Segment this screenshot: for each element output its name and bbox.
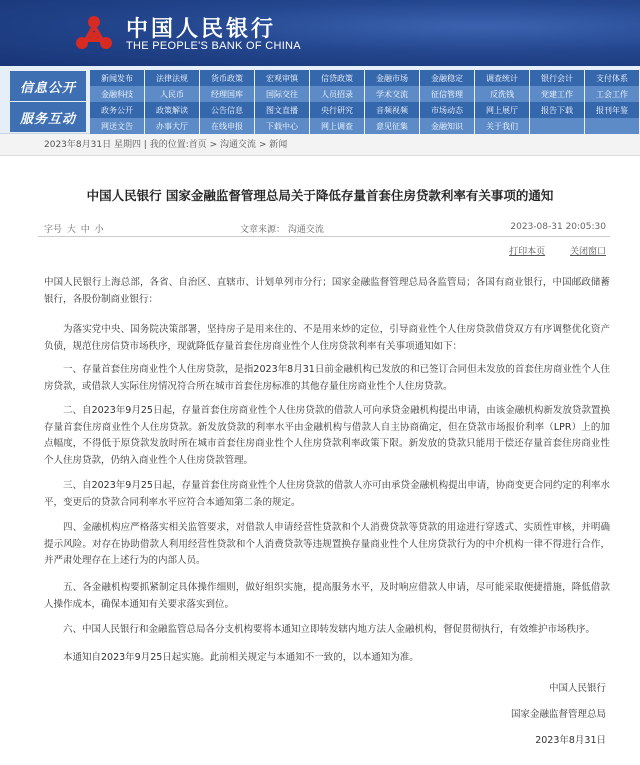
signer-pboc: 中国人民银行 [548, 683, 606, 694]
article-date: 2023-08-31 20:05:30 [510, 222, 606, 232]
nav-item[interactable]: 信贷政策 [310, 70, 365, 86]
nav-section-info-disclosure[interactable]: 信息公开 [10, 71, 86, 101]
article-title: 中国人民银行 国家金融监督管理总局关于降低存量首套住房贷款利率有关事项的通知 [86, 188, 554, 203]
nav-item-empty [585, 118, 640, 134]
nav-item[interactable]: 人员招录 [310, 86, 365, 102]
article-source: 文章来源： 沟通交流 [240, 225, 324, 235]
nav-item[interactable]: 关于我们 [475, 118, 530, 134]
signer-nfra: 国家金融监督管理总局 [510, 709, 606, 720]
nav-item[interactable]: 政策解读 [145, 102, 200, 118]
article-paragraph: 四、金融机构应严格落实相关监管要求，对借款人申请经营性贷款和个人消费贷款等贷款的用途进行穿透式、实质性审核，并明确提示风险。对存在协助借款人利用经营性贷款和个人消费贷款等违规置换存量商业性个人住房贷款行为的中介机构一律不得进行合作，并严肃处理存在上述行为的内部人员。 [44, 522, 610, 566]
nav-item[interactable]: 下载中心 [255, 118, 310, 134]
meta-divider [38, 236, 610, 237]
article-paragraph: 本通知自2023年9月25日起实施。此前相关规定与本通知不一致的，以本通知为准。 [63, 652, 419, 663]
nav-item[interactable]: 网上调查 [310, 118, 365, 134]
nav-item[interactable]: 党建工作 [530, 86, 585, 102]
article-actions [487, 244, 606, 257]
print-page-link[interactable]: 打印本页 [509, 247, 546, 257]
nav-item[interactable]: 网上展厅 [475, 102, 530, 118]
logo-english-name[interactable]: THE PEOPLE'S BANK OF CHINA [126, 40, 301, 52]
nav-item[interactable]: 征信管理 [420, 86, 475, 102]
font-size-small-button[interactable]: 小 [94, 225, 104, 235]
nav-item[interactable]: 金融稳定 [420, 70, 475, 86]
nav-item[interactable]: 反洗钱 [475, 86, 530, 102]
article-paragraph: 二、自2023年9月25日起，存量首套住房商业性个人住房贷款的借款人可向承贷金融机构提出申请，由该金融机构新发放贷款置换存量首套住房商业性个人住房贷款。新发放贷款的利率水平由金融机构与借款人自主协商确定，但在贷款市场报价利率（LPR）上的加点幅度，不得低于原贷款发放时所在城市首套住房商业性个人住房贷款利率政策下限。新发放的贷款只能用于偿还存量首套住房商业性个人住房贷款，仍纳入商业性个人住房贷款管理。 [44, 405, 610, 466]
nav-item[interactable]: 办事大厅 [145, 118, 200, 134]
article-paragraph: 五、各金融机构要抓紧制定具体操作细则，做好组织实施，提高服务水平，及时响应借款人申请，尽可能采取便捷措施，降低借款人操作成本，确保本通知有关要求落实到位。 [44, 582, 610, 610]
nav-item[interactable]: 银行会计 [530, 70, 585, 86]
nav-item-empty [530, 118, 585, 134]
article-addressee: 中国人民银行上海总部，各省、自治区、直辖市、计划单列市分行；国家金融监督管理总局各监管局；各国有商业银行，中国邮政储蓄银行，各股份制商业银行： [44, 277, 610, 305]
nav-item[interactable]: 央行研究 [310, 102, 365, 118]
article-paragraph: 为落实党中央、国务院决策部署，坚持房子是用来住的、不是用来炒的定位，引导商业性个人住房贷款借贷双方有序调整优化资产负债，规范住房信贷市场秩序，现就降低存量首套住房商业性个人住房贷款利率有关事项通知如下： [44, 324, 610, 352]
nav-item[interactable]: 国际交往 [255, 86, 310, 102]
font-size-medium-button[interactable]: 中 [80, 225, 90, 235]
nav-item[interactable]: 货币政策 [200, 70, 255, 86]
nav-item[interactable]: 调查统计 [475, 70, 530, 86]
nav-item[interactable]: 工会工作 [585, 86, 640, 102]
nav-item[interactable]: 新闻发布 [90, 70, 145, 86]
nav-item[interactable]: 在线申报 [200, 118, 255, 134]
nav-item[interactable]: 报告下载 [530, 102, 585, 118]
nav-item[interactable]: 宏观审慎 [255, 70, 310, 86]
font-size-large-button[interactable]: 大 [66, 225, 76, 235]
nav-item[interactable]: 经理国库 [200, 86, 255, 102]
nav-item[interactable]: 政务公开 [90, 102, 145, 118]
article-paragraph: 一、存量首套住房商业性个人住房贷款，是指2023年8月31日前金融机构已发放的和已签订合同但未发放的首套住房商业性个人住房贷款，或借款人实际住房情况符合所在城市首套住房标准的其他存量住房商业性个人住房贷款。 [44, 364, 610, 392]
nav-row-1 [90, 70, 640, 86]
font-size-label: 字号 [44, 225, 63, 235]
font-size-controls [44, 222, 104, 235]
pboc-emblem-icon [72, 14, 116, 52]
nav-item[interactable]: 公告信息 [200, 102, 255, 118]
breadcrumb[interactable]: 2023年8月31日 星期四 | 我的位置:首页 > 沟通交流 > 新闻 [0, 134, 640, 156]
nav-item[interactable]: 金融科技 [90, 86, 145, 102]
article-paragraph: 六、中国人民银行和金融监管总局各分支机构要将本通知立即转发辖内地方法人金融机构，督促贯彻执行，有效维护市场秩序。 [63, 624, 596, 635]
article-container [0, 160, 640, 765]
close-window-link[interactable]: 关闭窗口 [569, 247, 606, 257]
logo-chinese-name[interactable]: 中国人民银行 [126, 17, 277, 42]
nav-row-3 [90, 102, 640, 118]
nav-item[interactable]: 金融知识 [420, 118, 475, 134]
nav-row-4 [90, 118, 640, 134]
nav-item[interactable]: 金融市场 [365, 70, 420, 86]
nav-section-service-interaction[interactable]: 服务互动 [10, 102, 86, 132]
nav-item[interactable]: 人民币 [145, 86, 200, 102]
nav-item[interactable]: 学术交流 [365, 86, 420, 102]
nav-item[interactable]: 网送文告 [90, 118, 145, 134]
main-navigation [0, 66, 640, 134]
site-header [0, 0, 640, 66]
nav-item[interactable]: 音频视频 [365, 102, 420, 118]
nav-row-2 [90, 86, 640, 102]
nav-item[interactable]: 图文直播 [255, 102, 310, 118]
nav-item[interactable]: 报刊年鉴 [585, 102, 640, 118]
nav-item[interactable]: 意见征集 [365, 118, 420, 134]
nav-item[interactable]: 市场动态 [420, 102, 475, 118]
article-paragraph: 三、自2023年9月25日起，存量首套住房商业性个人住房贷款的借款人亦可由承贷金融机构提出申请，协商变更合同约定的利率水平，变更后的贷款合同利率水平应符合本通知第二条的规定。 [44, 480, 610, 508]
nav-item[interactable]: 支付体系 [585, 70, 640, 86]
nav-item[interactable]: 法律法规 [145, 70, 200, 86]
signing-date: 2023年8月31日 [535, 735, 606, 746]
